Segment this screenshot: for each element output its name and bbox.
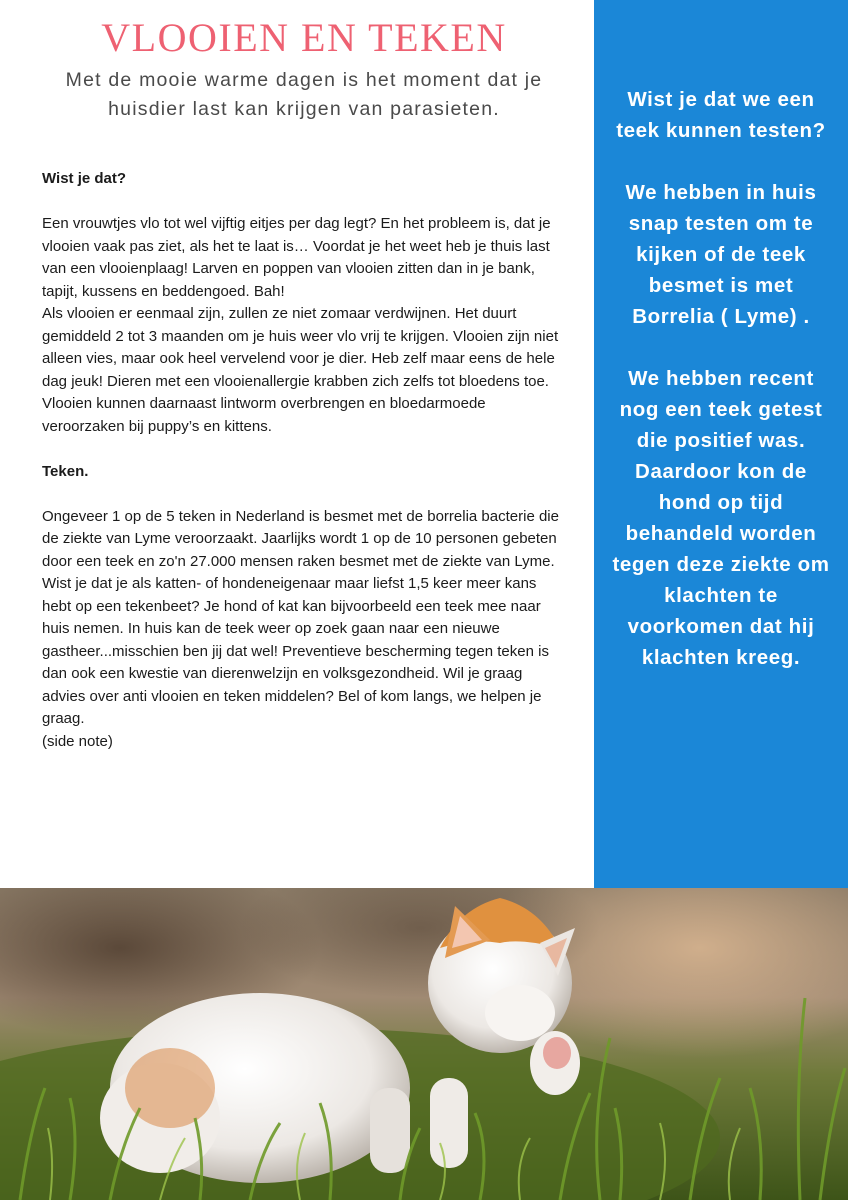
sidebar-text: [608, 84, 834, 673]
article-body: [42, 168, 562, 753]
page-title: VLOOIEN EN TEKEN: [101, 15, 507, 60]
side-note: (side note): [42, 732, 113, 750]
section-heading-fleas: Wist je dat?: [42, 170, 127, 187]
paragraph-fleas-2: Als vlooien er eenmaal zijn, zullen ze niet zomaar verdwijnen. Het duurt gemiddeld 2 tot 3 maanden om je huis weer vlo vrij te krijgen. Vlooien zijn niet alleen vies, maar ook heel vervelend voor je dier. Heb zelf maar eens de hele dag jeuk! Dieren met een vlooienallergie krabben zich zelfs tot bloedens toe. Vlooien kunnen daarnaast lintworm overbrengen en bloedarmoede veroorzaken bij puppy’s en kittens.: [42, 305, 559, 435]
kitten-photo: [0, 888, 848, 1200]
paragraph-fleas: Een vrouwtjes vlo tot wel vijftig eitjes per dag legt? En het probleem is, dat je vlooien vaak pas ziet, als het te laat is… Voordat je het weet heb je thuis last van een vlooienplaag! Larven en poppen van vlooien zitten dan in je bank, tapijt, kussens en beddengoed. Bah!: [42, 215, 551, 300]
section-heading-ticks: Teken.: [42, 462, 89, 480]
sidebar-block-case: We hebben recent nog een teek getest die positief was. Daardoor kon de hond op tijd behandeld worden tegen deze ziekte om klachten te voorkomen dat hij klachten kreeg.: [612, 367, 830, 669]
page-subtitle: Met de mooie warme dagen is het moment dat je huisdier last kan krijgen van parasieten.: [65, 69, 543, 120]
sidebar-block-question: Wist je dat we een teek kunnen testen?: [616, 88, 826, 142]
sidebar-block-tests: We hebben in huis snap testen om te kijken of de teek besmet is met Borrelia ( Lyme) .: [625, 181, 817, 328]
paragraph-ticks: Ongeveer 1 op de 5 teken in Nederland is besmet met de borrelia bacterie die de ziekte van Lyme veroorzaakt. Jaarlijks wordt 1 op de 10 personen gebeten door een teek en zo'n 27.000 mensen raken besmet met de ziekte van Lyme. Wist je dat je als katten- of hondeneigenaar maar liefst 1,5 keer meer kans hebt op een tekenbeet? Je hond of kat kan bijvoorbeeld een teek mee naar huis nemen. In huis kan de teek weer op zoek gaan naar een nieuwe gastheer...misschien ben jij dat wel! Preventieve bescherming tegen teken is dan ook een kwestie van dierenwelzijn en volksgezondheid. Wil je graag advies over anti vlooien en teken middelen? Bel of kom langs, we helpen je graag.: [42, 507, 559, 727]
